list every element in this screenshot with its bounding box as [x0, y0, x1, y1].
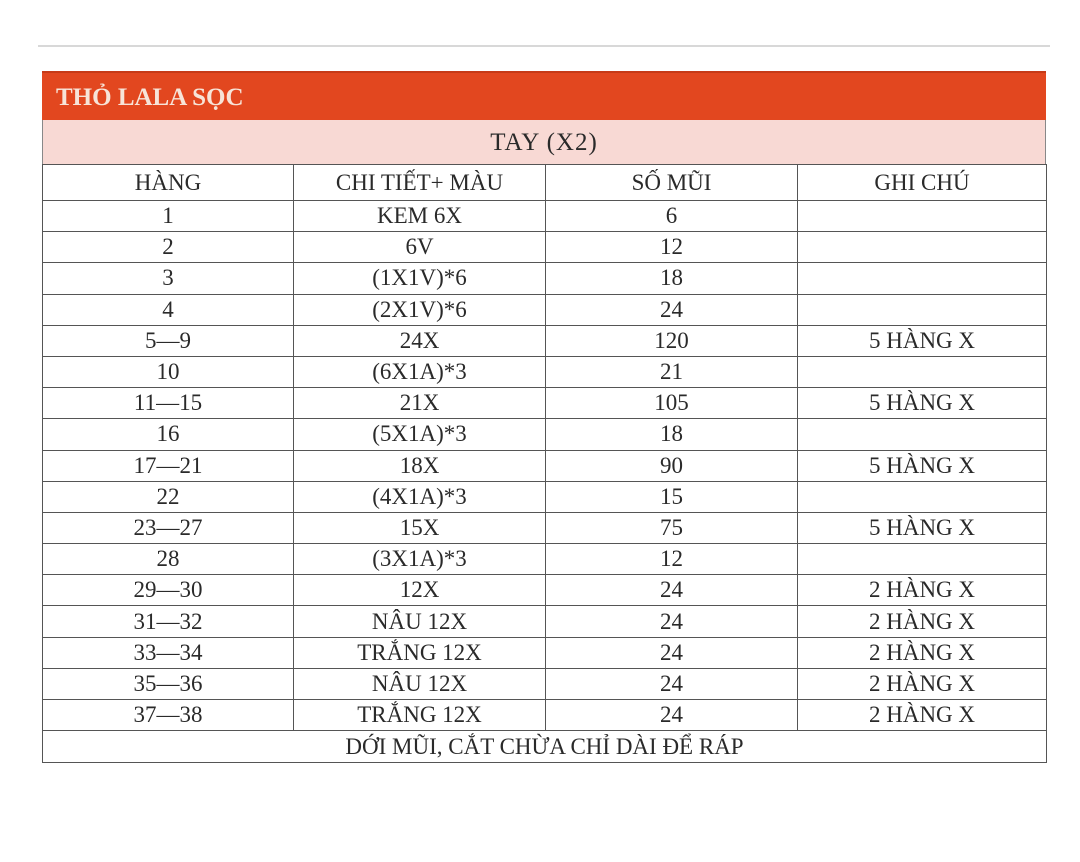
cell-row-number: 31—32: [43, 606, 294, 637]
table-row: [43, 481, 1047, 512]
cell-note: [798, 294, 1047, 325]
cell-detail-color: TRẮNG 12X: [294, 700, 546, 731]
cell-note: 5 HÀNG X: [798, 512, 1047, 543]
cell-row-number: 22: [43, 481, 294, 512]
cell-stitch-count: 18: [546, 419, 798, 450]
column-header-row: HÀNG: [43, 165, 294, 201]
cell-detail-color: NÂU 12X: [294, 606, 546, 637]
cell-note: [798, 419, 1047, 450]
table-row: [43, 450, 1047, 481]
cell-row-number: 28: [43, 544, 294, 575]
cell-note: [798, 201, 1047, 232]
cell-row-number: 23—27: [43, 512, 294, 543]
cell-note: 5 HÀNG X: [798, 325, 1047, 356]
footer-note: DỚI MŨI, CẮT CHỪA CHỈ DÀI ĐỂ RÁP: [43, 731, 1047, 763]
table-row: [43, 512, 1047, 543]
table-row: [43, 419, 1047, 450]
cell-note: [798, 263, 1047, 294]
cell-detail-color: NÂU 12X: [294, 668, 546, 699]
table-row: [43, 356, 1047, 387]
pattern-table: [42, 164, 1047, 763]
table-row: [43, 263, 1047, 294]
cell-detail-color: 12X: [294, 575, 546, 606]
table-header-row: [43, 165, 1047, 201]
footer-row: [43, 731, 1047, 763]
cell-detail-color: 18X: [294, 450, 546, 481]
pattern-table-container: [42, 71, 1046, 763]
cell-note: [798, 356, 1047, 387]
cell-detail-color: (4X1A)*3: [294, 481, 546, 512]
column-header-notes: GHI CHÚ: [798, 165, 1047, 201]
table-row: [43, 201, 1047, 232]
cell-stitch-count: 12: [546, 232, 798, 263]
cell-note: 2 HÀNG X: [798, 700, 1047, 731]
cell-stitch-count: 90: [546, 450, 798, 481]
table-row: [43, 294, 1047, 325]
cell-row-number: 17—21: [43, 450, 294, 481]
cell-note: 2 HÀNG X: [798, 575, 1047, 606]
cell-stitch-count: 24: [546, 606, 798, 637]
cell-stitch-count: 24: [546, 668, 798, 699]
cell-row-number: 5—9: [43, 325, 294, 356]
cell-detail-color: (2X1V)*6: [294, 294, 546, 325]
cell-note: 2 HÀNG X: [798, 606, 1047, 637]
cell-note: [798, 232, 1047, 263]
cell-stitch-count: 12: [546, 544, 798, 575]
cell-stitch-count: 21: [546, 356, 798, 387]
cell-note: [798, 544, 1047, 575]
table-row: [43, 575, 1047, 606]
cell-detail-color: 15X: [294, 512, 546, 543]
cell-note: 2 HÀNG X: [798, 637, 1047, 668]
column-header-stitch-count: SỐ MŨI: [546, 165, 798, 201]
cell-stitch-count: 24: [546, 700, 798, 731]
cell-row-number: 1: [43, 201, 294, 232]
table-row: [43, 232, 1047, 263]
cell-stitch-count: 24: [546, 637, 798, 668]
cell-detail-color: (5X1A)*3: [294, 419, 546, 450]
cell-stitch-count: 6: [546, 201, 798, 232]
cell-stitch-count: 18: [546, 263, 798, 294]
cell-note: 5 HÀNG X: [798, 388, 1047, 419]
table-row: [43, 388, 1047, 419]
cell-row-number: 2: [43, 232, 294, 263]
cell-row-number: 3: [43, 263, 294, 294]
pattern-title: THỎ LALA SỌC: [42, 71, 1046, 120]
cell-note: 5 HÀNG X: [798, 450, 1047, 481]
cell-row-number: 33—34: [43, 637, 294, 668]
cell-row-number: 4: [43, 294, 294, 325]
top-divider: [38, 45, 1050, 47]
cell-detail-color: KEM 6X: [294, 201, 546, 232]
cell-detail-color: 21X: [294, 388, 546, 419]
cell-row-number: 29—30: [43, 575, 294, 606]
cell-stitch-count: 15: [546, 481, 798, 512]
cell-detail-color: (1X1V)*6: [294, 263, 546, 294]
cell-stitch-count: 120: [546, 325, 798, 356]
cell-detail-color: 24X: [294, 325, 546, 356]
table-row: [43, 606, 1047, 637]
cell-row-number: 16: [43, 419, 294, 450]
table-row: [43, 325, 1047, 356]
cell-note: 2 HÀNG X: [798, 668, 1047, 699]
cell-detail-color: TRẮNG 12X: [294, 637, 546, 668]
column-header-detail-color: CHI TIẾT+ MÀU: [294, 165, 546, 201]
cell-stitch-count: 24: [546, 294, 798, 325]
cell-row-number: 35—36: [43, 668, 294, 699]
cell-stitch-count: 105: [546, 388, 798, 419]
table-row: [43, 637, 1047, 668]
cell-stitch-count: 75: [546, 512, 798, 543]
cell-detail-color: (6X1A)*3: [294, 356, 546, 387]
cell-detail-color: (3X1A)*3: [294, 544, 546, 575]
cell-detail-color: 6V: [294, 232, 546, 263]
cell-row-number: 11—15: [43, 388, 294, 419]
cell-stitch-count: 24: [546, 575, 798, 606]
table-row: [43, 700, 1047, 731]
cell-row-number: 10: [43, 356, 294, 387]
cell-row-number: 37—38: [43, 700, 294, 731]
cell-note: [798, 481, 1047, 512]
table-row: [43, 544, 1047, 575]
table-row: [43, 668, 1047, 699]
section-subtitle: TAY (X2): [42, 120, 1046, 164]
